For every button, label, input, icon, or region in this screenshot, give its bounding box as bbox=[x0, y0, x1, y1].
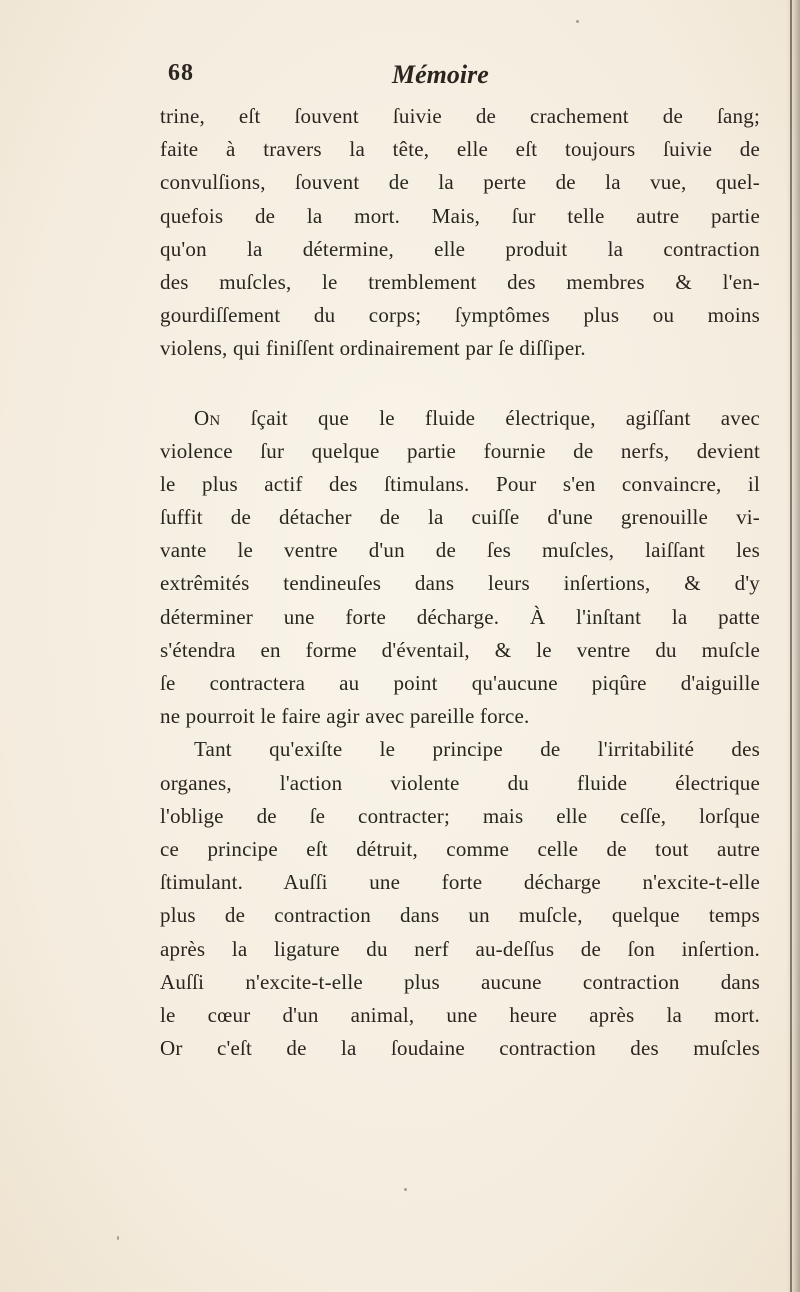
text-line: extrêmités tendineuſes dans leurs inſertions, & d'y bbox=[160, 571, 760, 596]
text-line: organes, l'action violente du fluide électrique bbox=[160, 770, 760, 795]
text-line: des muſcles, le tremblement des membres & l'en- bbox=[160, 269, 760, 294]
text-line: violence ſur quelque partie fournie de nerfs, devient bbox=[160, 438, 760, 463]
text-line: qu'on la détermine, elle produit la contraction bbox=[160, 236, 760, 261]
text-line: ce principe eſt détruit, comme celle de tout autre bbox=[160, 836, 760, 861]
paragraph-1 bbox=[160, 100, 760, 366]
paragraph-3 bbox=[160, 733, 760, 1065]
text-line: gourdiſſement du corps; ſymptômes plus ou moins bbox=[160, 303, 760, 328]
text-line: trine, eſt ſouvent ſuivie de crachement de ſang; bbox=[160, 104, 760, 128]
paper-speck bbox=[404, 1188, 407, 1191]
running-title: Mémoire bbox=[392, 60, 489, 89]
text-line: déterminer une forte décharge. À l'inſtant la patte bbox=[160, 604, 760, 629]
text-line: convulſions, ſouvent de la perte de la vue, quel- bbox=[160, 170, 760, 195]
paper-speck bbox=[117, 1236, 119, 1240]
text-line: faite à travers la tête, elle eſt toujours ſuivie de bbox=[160, 137, 760, 162]
text-line: s'étendra en forme d'éventail, & le ventre du muſcle bbox=[160, 637, 760, 662]
text-line: ſuffit de détacher de la cuiſſe d'une grenouille vi- bbox=[160, 505, 760, 530]
text-line: le plus actif des ſtimulans. Pour s'en convaincre, il bbox=[160, 471, 760, 496]
text-line: Tant qu'exiſte le principe de l'irritabilité des bbox=[194, 737, 760, 762]
page-header bbox=[160, 60, 560, 100]
text-line: Or c'eſt de la ſoudaine contraction des muſcles bbox=[160, 1036, 760, 1061]
page-number: 68 bbox=[168, 60, 194, 86]
page-edge-shadow bbox=[786, 0, 800, 1292]
paper-speck bbox=[576, 20, 579, 23]
text-line: Auſſi n'excite-t-elle plus aucune contraction dans bbox=[160, 969, 760, 994]
text-line: l'oblige de ſe contracter; mais elle ceſſe, lorſque bbox=[160, 803, 760, 828]
paragraph-gap bbox=[160, 366, 760, 402]
text-line: quefois de la mort. Mais, ſur telle autre partie bbox=[160, 203, 760, 228]
text-line: après la ligature du nerf au-deſſus de ſon inſertion. bbox=[160, 936, 760, 961]
body-text bbox=[160, 100, 760, 1065]
lead-word: On bbox=[194, 405, 221, 430]
text-line: ſtimulant. Auſſi une forte décharge n'excite-t-elle bbox=[160, 870, 760, 895]
page-edge-line bbox=[790, 0, 792, 1292]
text-line: ne pourroit le faire agir avec pareille force. bbox=[160, 704, 530, 729]
text-line: plus de contraction dans un muſcle, quelque temps bbox=[160, 903, 760, 928]
text-line: vante le ventre d'un de ſes muſcles, laiſſant les bbox=[160, 538, 760, 563]
paragraph-2 bbox=[160, 402, 760, 734]
text-line-rest: ſçait que le fluide électrique, agiſſant avec bbox=[220, 405, 760, 430]
text-line: le cœur d'un animal, une heure après la mort. bbox=[160, 1002, 760, 1027]
text-line-first bbox=[160, 402, 760, 435]
text-line: ſe contractera au point qu'aucune piqûre d'aiguille bbox=[160, 671, 760, 695]
text-line: violens, qui finiſſent ordinairement par ſe diſſiper. bbox=[160, 336, 586, 361]
